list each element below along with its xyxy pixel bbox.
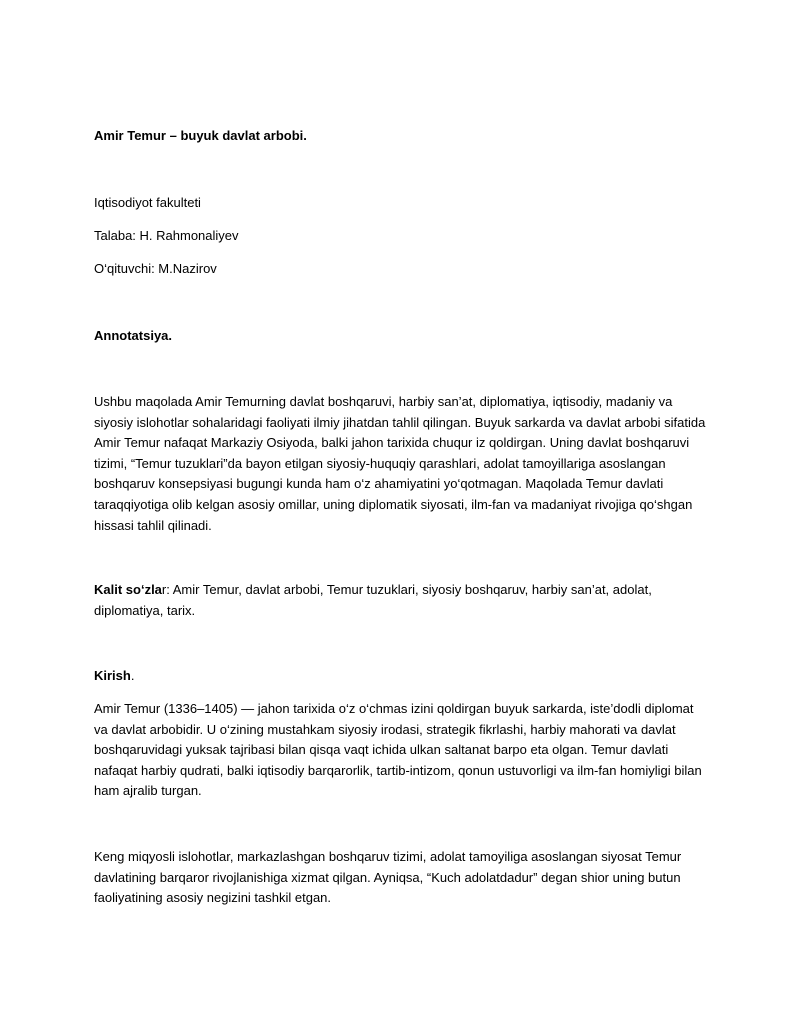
faculty-line: Iqtisodiyot fakulteti	[94, 195, 201, 210]
keywords-paragraph	[94, 580, 710, 621]
intro-heading: Kirish	[94, 668, 131, 683]
keywords-text: r: Amir Temur, davlat arbobi, Temur tuzuklari, siyosiy boshqaruv, harbiy san’at, adolat, diplomatiya, tarix.	[94, 582, 652, 618]
intro-heading-line	[94, 666, 134, 687]
annotation-paragraph: Ushbu maqolada Amir Temurning davlat boshqaruvi, harbiy san’at, diplomatiya, iqtisodiy, madaniy va siyosiy islohotlar sohalaridagi faoliyati ilmiy jihatdan tahlil qilingan. Buyuk sarkarda va davlat arbobi sifatida Amir Temur nafaqat Markaziy Osiyoda, balki jahon tarixida chuqur iz qoldirgan. Uning davlat boshqaruvi tizimi, “Temur tuzuklari”da bayon etilgan siyosiy-huquqiy qarashlari, adolat tamoyillariga asoslangan boshqaruv konsepsiyasi bugungi kunda ham o‘z ahamiyatini yo‘qotmagan. Maqolada Temur davlati taraqqiyotiga olib kelgan asosiy omillar, uning diplomatik siyosati, ilm-fan va madaniyat rivojiga qo‘shgan hissasi tahlil qilinadi.	[94, 394, 706, 533]
document-title: Amir Temur – buyuk davlat arbobi.	[94, 128, 307, 143]
intro-paragraph-1: Amir Temur (1336–1405) — jahon tarixida o‘z o‘chmas izini qoldirgan buyuk sarkarda, iste’dodli diplomat va davlat arbobidir. U o‘zining mustahkam siyosiy irodasi, strategik fikrlashi, harbiy mahorati va davlat boshqaruvidagi yuksak tajribasi bilan qisqa vaqt ichida ulkan saltanat barpo eta olgan. Temur davlati nafaqat harbiy qudrati, balki iqtisodiy barqarorlik, tartib-intizom, qonun ustuvorligi va ilm-fan homiyligi bilan ham ajralib turgan.	[94, 701, 702, 799]
keywords-label: Kalit so‘zla	[94, 582, 162, 597]
student-line: Talaba: H. Rahmonaliyev	[94, 228, 239, 243]
teacher-line: O‘qituvchi: M.Nazirov	[94, 261, 217, 276]
intro-heading-period: .	[130, 668, 135, 683]
annotation-heading: Annotatsiya.	[94, 328, 173, 343]
intro-paragraph-2: Keng miqyosli islohotlar, markazlashgan boshqaruv tizimi, adolat tamoyiliga asoslangan siyosat Temur davlatining barqaror rivojlanishiga xizmat qilgan. Ayniqsa, “Kuch adolatdadur” degan shior uning butun faoliyatining asosiy negizini tashkil etgan.	[94, 849, 682, 906]
